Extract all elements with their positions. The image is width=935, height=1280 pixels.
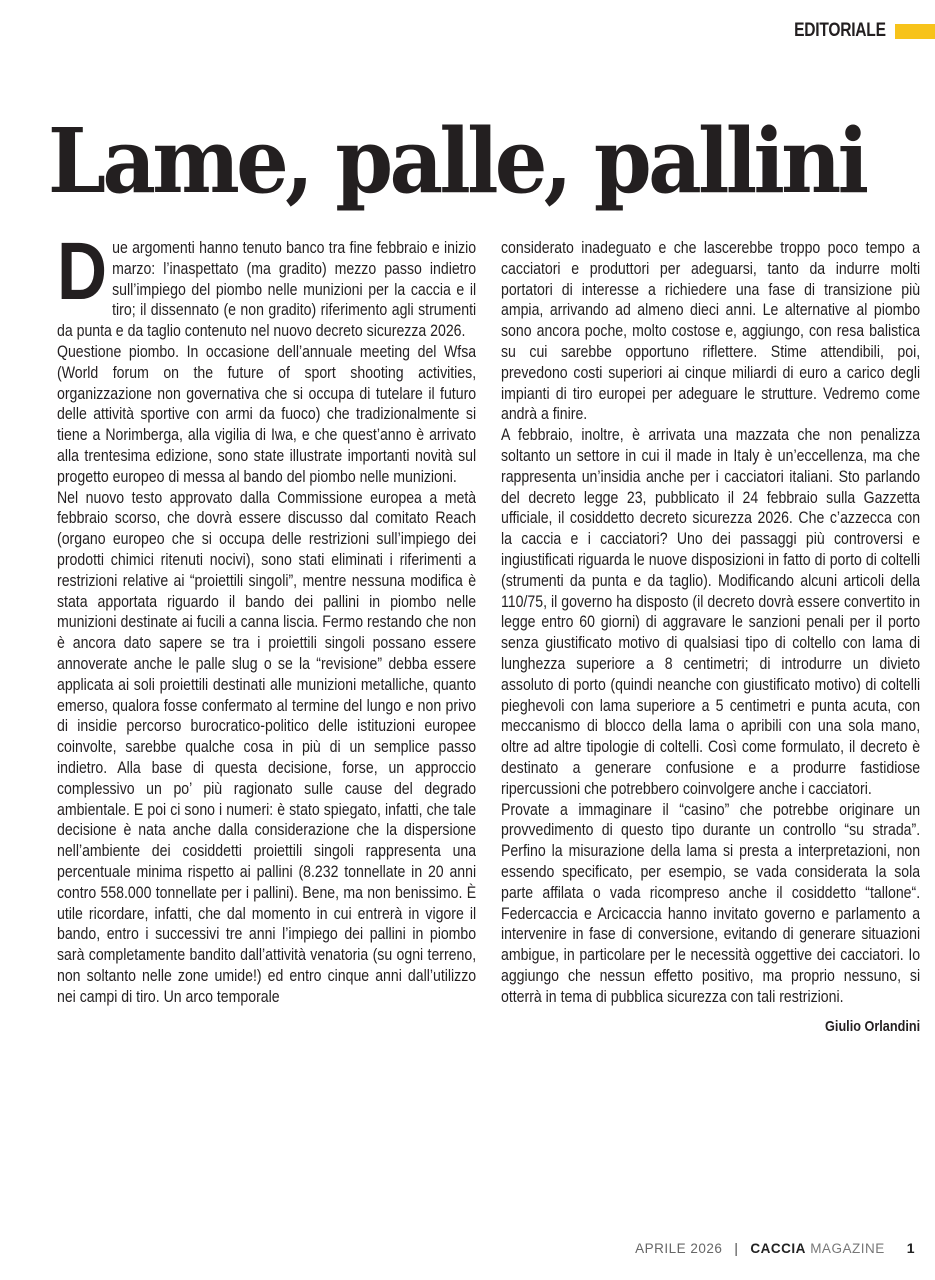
paragraph: Provate a immaginare il “casino” che potrebbe originare un provvedimento di questo tipo durante un controllo “su strada”. Perfino la misurazione della lama si presta a interpretazioni, non essendo specificato, per esempio, se vada considerata la sola parte affilata o vada ricompreso anche il cosiddetto “tallone“. Federcaccia e Arcicaccia hanno invitato governo e parlamento a intervenire in fase di conversione, evitando di generare situazioni ambigue, in particolare per le necessità oggettive dei cacciatori. Io aggiungo che nessun effetto positivo, ma proprio nessuno, si otterrà in tema di pubblica sicurezza con tali restrizioni. xyxy=(501,799,920,1006)
issue-date: APRILE 2026 xyxy=(635,1240,723,1256)
magazine-name: CACCIA xyxy=(750,1240,806,1256)
author-signature: Giulio Orlandini xyxy=(825,1018,920,1036)
drop-cap: D xyxy=(57,238,108,317)
paragraph: Nel nuovo testo approvato dalla Commissione europea a metà febbraio scorso, che dovrà essere discusso dal comitato Reach (organo europeo che si occupa delle restrizioni sull’impiego dei prodotti chimici ritenuti nocivi), sono stati eliminati i riferimenti a restrizioni relative ai “proiettili singoli”, mentre nessuna modifica è stata apportata riguardo il bando dei pallini in piombo nelle munizioni destinate ai fucili a canna liscia. Fermo restando che non è ancora dato sapere se tra i proiettili singoli possano essere annoverate anche le palle slug o se la “revisione” debba essere applicata ai soli proiettili destinati alle munizioni metalliche, quanto emerso, qualora fosse confermato al termine del lungo e non privo di insidie percorso burocratico-politico delle istituzioni europee coinvolte, sarebbe qualche cosa in più di un semplice passo indietro. Alla base di questa decisione, forse, un approccio complessivo un po’ più ragionato sulle cause del degrado ambientale. E poi ci sono i numeri: è stato spiegato, infatti, che tale decisione è nata anche dalla considerazione che la dispersione nell’ambiente dei cosiddetti proiettili singoli rappresenta una percentuale minima rispetto ai pallini (8.232 tonnellate in 20 anni contro 558.000 tonnellate per i pallini). Bene, ma non benissimo. È utile ricordare, infatti, che dal momento in cui entrerà in vigore il bando, entro i successivi tre anni l’impiego dei pallini in piombo sarà completamente bandito dall’attività venatoria (su ogni terreno, non soltanto nelle zone umide!) ed entro cinque anni dall’utilizzo nei campi di tiro. Un arco temporale xyxy=(57,487,476,1006)
paragraph: A febbraio, inoltre, è arrivata una mazzata che non penalizza soltanto un settore in cui il made in Italy è un’eccellenza, ma che rappresenta un’insidia anche per i cacciatori italiani. Sto parlando del decreto legge 23, pubblicato il 24 febbraio sulla Gazzetta ufficiale, il cosiddetto decreto sicurezza 2026. Che c’azzecca con la caccia e i cacciatori? Uno dei passaggi più controversi e ingiustificati riguarda le nuove disposizioni in fatto di porto di coltelli (strumenti da punta e da taglio). Modificando alcuni articoli della 110/75, il governo ha disposto (il decreto dovrà essere convertito in legge entro 60 giorni) di aggravare le sanzioni penali per il porto senza giustificato motivo di qualsiasi tipo di coltello con lama di lunghezza superiore a 8 centimetri; di introdurre un divieto assoluto di porto (quindi neanche con giustificato motivo) di coltelli pieghevoli con lama superiore a 5 centimetri e punta acuta, con meccanismo di blocco della lama o apribili con una sola mano, oltre ad altre tipologie di coltelli. Così come formulato, il decreto è destinato a generare confusione e a produrre fastidiose ripercussioni che potrebbero coinvolgere anche i cacciatori. xyxy=(501,425,920,798)
section-title: EDITORIALE xyxy=(794,20,886,41)
page-number: 1 xyxy=(906,1240,915,1256)
footer-separator: | xyxy=(734,1240,739,1256)
article-column-right xyxy=(501,238,920,1153)
page-footer xyxy=(635,1240,915,1256)
paragraph xyxy=(57,238,476,342)
magazine-name-suffix: MAGAZINE xyxy=(810,1240,885,1256)
article-title: Lame, palle, pallini xyxy=(47,108,866,213)
paragraph: Questione piombo. In occasione dell’annuale meeting del Wfsa (World forum on the future of sport shooting activities, organizzazione non governativa che si occupa di tutelare il futuro delle attività sportive con armi da fuoco) che tradizionalmente si tiene a Norimberga, alla vigilia di Iwa, e che quest’anno è arrivato alla trentesima edizione, sono state illustrate importanti novità sul progetto europeo di messa al bando del piombo nelle munizioni. xyxy=(57,341,476,486)
paragraph-text: ue argomenti hanno tenuto banco tra fine febbraio e inizio marzo: l’inaspettato (ma gradito) mezzo passo indietro sull’impiego del piombo nelle munizioni per la caccia e il tiro; il dissennato (e non gradito) riferimento agli strumenti da punta e da taglio contenuto nel nuovo decreto sicurezza 2026. xyxy=(57,238,476,341)
article-column-left xyxy=(57,238,476,1153)
section-accent-bar xyxy=(895,24,935,39)
paragraph: considerato inadeguato e che lascerebbe troppo poco tempo a cacciatori e produttori per adeguarsi, tanto da indurre molti portatori di interesse a richiedere una fase di transizione più ampia, arrivando ad almeno dieci anni. Le alternative al piombo sono ancora poche, molto costose e, aggiungo, con resa balistica su cui sarebbe opportuno riflettere. Stime attendibili, poi, prevedono costi superiori ai cinque miliardi di euro a carico degli impianti di tiro europei per adeguare le strutture. Vedremo come andrà a finire. xyxy=(501,238,920,424)
section-label xyxy=(774,20,935,42)
